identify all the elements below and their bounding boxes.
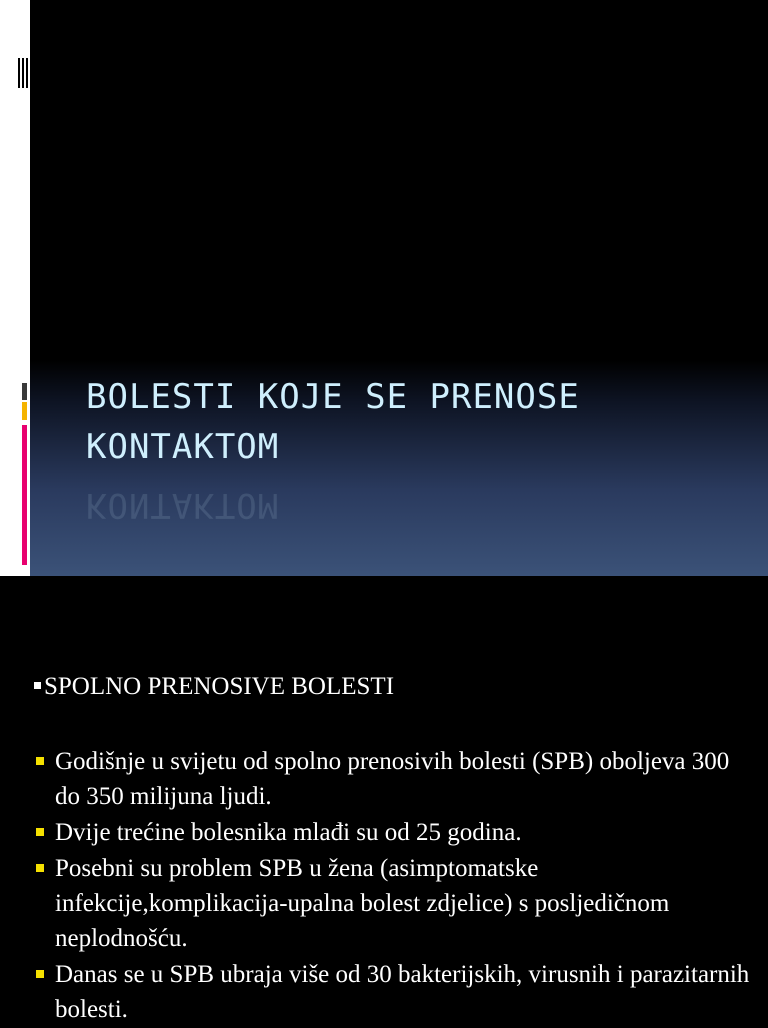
square-bullet-icon [36,828,44,836]
square-bullet-icon [36,970,44,978]
list-item [34,851,754,956]
bullet-list [34,744,754,1028]
accent-bar-pink [22,425,27,565]
square-bullet-icon [36,757,44,765]
content-slide [0,576,768,1024]
list-item [34,957,754,1027]
list-item [34,815,754,850]
list-item-text: Posebni su problem SPB u žena (asimptomatske infekcije,komplikacija-upalna bolest zdjelice) s posljedičnom neplodnošću. [55,855,670,952]
slide-title-reflection [86,480,746,530]
content-heading [34,672,394,702]
accent-bar-yellow [22,402,27,420]
square-bullet-icon [36,864,44,872]
accent-bar-dark [22,383,27,400]
slide-title-line1: BOLESTI KOJE SE PRENOSE [86,377,580,417]
list-item-text: Godišnje u svijetu od spolno prenosivih bolesti (SPB) oboljeva 300 do 350 milijuna ljudi. [55,748,730,810]
list-item-text: Dvije trećine bolesnika mlađi su od 25 godina. [55,819,522,846]
list-item-text: Danas se u SPB ubraja više od 30 bakterijskih, virusnih i parazitarnih bolesti. [55,961,750,1023]
slide-title-reflection-text: KONTAKTOM [86,485,280,525]
corner-mark-icon [18,58,30,88]
content-heading-text: SPOLNO PRENOSIVE BOLESTI [44,673,395,700]
slide-title [86,372,746,472]
square-bullet-icon [34,682,41,689]
list-item [34,744,754,814]
slide-title-line2: KONTAKTOM [86,427,280,467]
